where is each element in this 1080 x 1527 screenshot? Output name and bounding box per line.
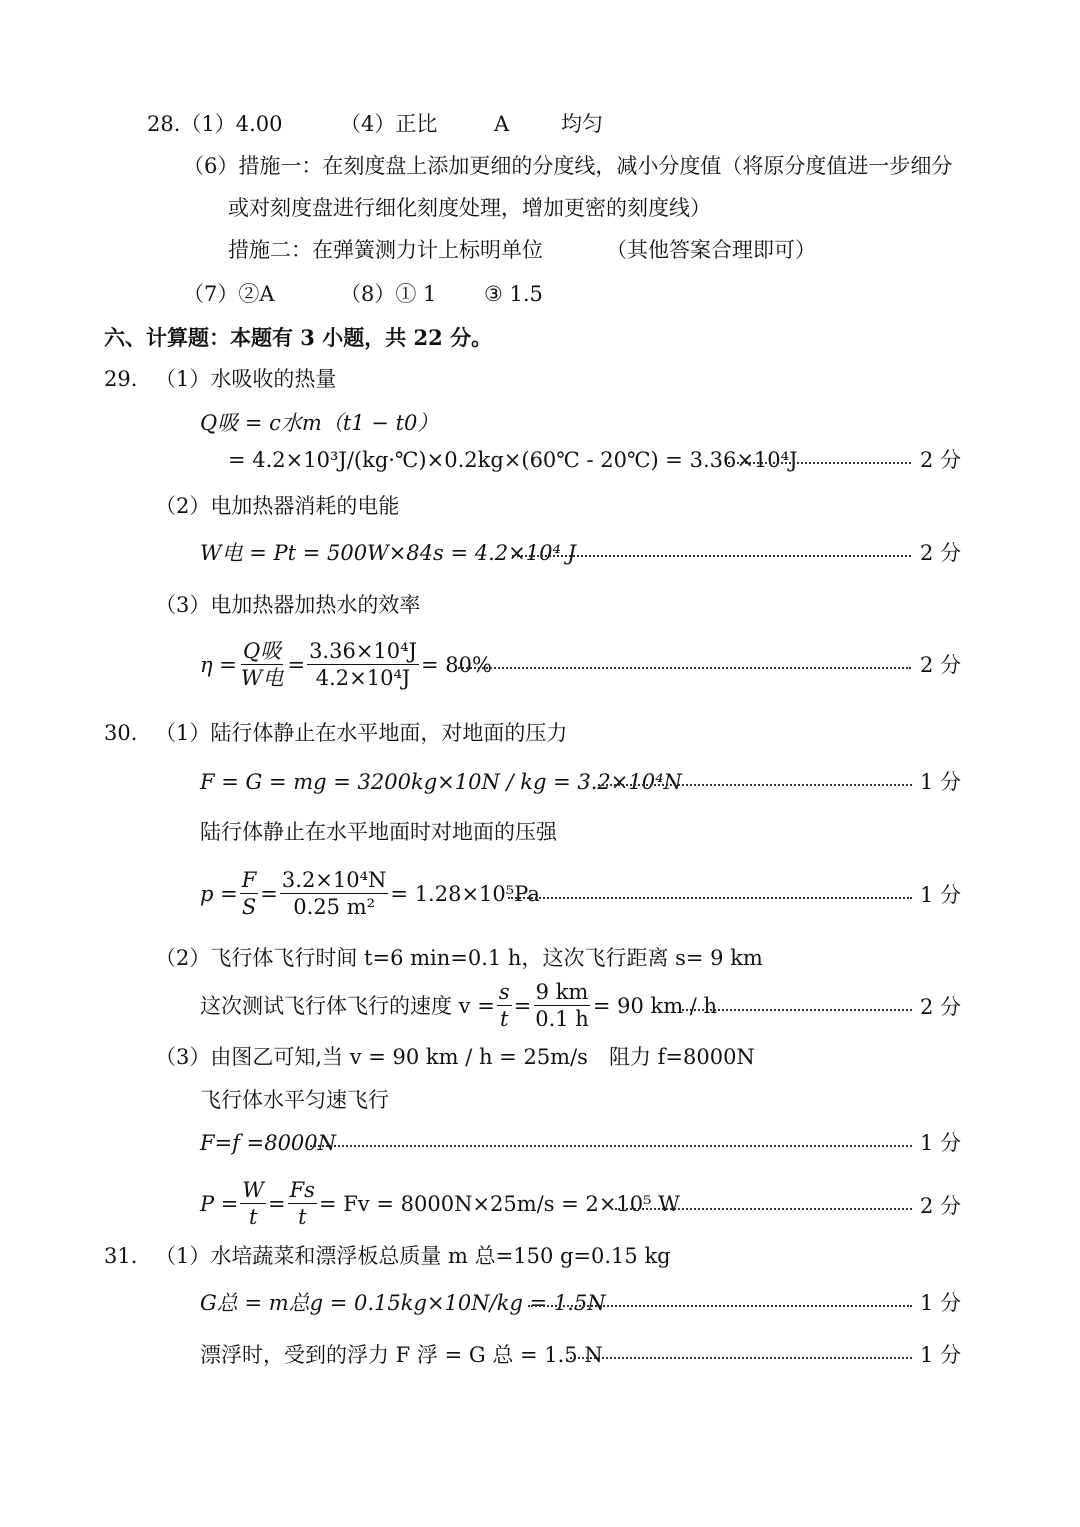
q30-part2-label: （2）飞行体飞行时间 t=6 min=0.1 h，这次飞行距离 s= 9 km: [155, 946, 763, 970]
fraction: [307, 641, 419, 689]
fraction: [240, 1180, 266, 1228]
q30-number: 30.: [104, 721, 138, 745]
equals-sign: =: [287, 652, 306, 677]
leader-dots: [570, 1357, 912, 1359]
leader-dots: [728, 462, 911, 464]
score-label: 2 分: [920, 995, 962, 1019]
fraction-denominator: W电: [240, 666, 284, 690]
section-heading: 六、计算题：本题有 3 小题，共 22 分。: [104, 325, 493, 350]
fraction: [240, 870, 259, 918]
formula-result: = 90 km / h: [592, 993, 718, 1018]
fraction-denominator: t: [499, 1007, 509, 1031]
q28-line1-part1: 28.（1）4.00: [147, 112, 283, 136]
q30-part3-label: （3）由图乙可知,当 v = 90 km / h = 25m/s 阻力 f=8000N: [155, 1045, 755, 1069]
formula-lhs: η =: [200, 652, 237, 677]
score-label: 1 分: [920, 1131, 962, 1155]
q28-line5-part1: （7）②A: [183, 282, 275, 306]
fraction-denominator: t: [248, 1205, 258, 1229]
q28-line3: 或对刻度盘进行细化刻度处理，增加更密的刻度线）: [228, 196, 711, 220]
fraction-numerator: W: [242, 1178, 264, 1202]
q28-line1-part4: 均匀: [561, 112, 603, 136]
q28-line5-part3: ③ 1.5: [484, 282, 543, 306]
leader-dots: [615, 1208, 912, 1210]
score-label: 1 分: [920, 770, 962, 794]
leader-dots: [598, 784, 912, 786]
q28-line4-part1: 措施二：在弹簧测力计上标明单位: [228, 238, 543, 262]
fraction-numerator: Q吸: [243, 639, 282, 663]
formula-result: = 80%: [420, 652, 492, 677]
equals-sign: =: [260, 881, 278, 906]
score-label: 1 分: [920, 883, 962, 907]
formula-lhs: p =: [200, 881, 238, 906]
leader-dots: [512, 555, 911, 557]
q30-formula1: F = G = mg = 3200kg×10N / kg = 3.2×10⁴N: [200, 770, 682, 794]
formula-result: = 1.28×10⁵Pa: [390, 881, 540, 906]
q28-line4-part2: （其他答案合理即可）: [606, 238, 816, 262]
equals-sign: =: [268, 1191, 286, 1216]
formula-lhs: P =: [200, 1191, 239, 1216]
q30-speed-formula: [200, 982, 717, 1030]
q30-pressure-formula: [200, 870, 540, 918]
fraction: [533, 982, 591, 1030]
equals-sign: =: [513, 993, 532, 1018]
fraction-numerator: Fs: [289, 1178, 315, 1202]
score-label: 1 分: [920, 1343, 962, 1367]
leader-dots: [528, 1305, 912, 1307]
leader-dots: [682, 1009, 912, 1011]
fraction-denominator: S: [241, 895, 257, 919]
q30-power-formula: [200, 1180, 680, 1228]
q30-formula4: F=f =8000N: [200, 1131, 337, 1155]
fraction-numerator: 3.2×10⁴N: [281, 868, 387, 892]
fraction: [497, 982, 512, 1030]
formula-lhs: 这次测试飞行体飞行的速度 v =: [200, 993, 495, 1018]
q30-part1-label: （1）陆行体静止在水平地面，对地面的压力: [155, 721, 568, 745]
fraction: [239, 641, 286, 689]
q31-formula2: 漂浮时，受到的浮力 F 浮 = G 总 = 1.5 N: [200, 1343, 603, 1367]
q28-line1-part3: A: [494, 112, 510, 136]
fraction-numerator: 3.36×10⁴J: [309, 639, 417, 663]
formula-result: = Fv = 8000N×25m/s = 2×10⁵ W: [318, 1191, 680, 1216]
fraction: [280, 870, 389, 918]
q30-part3-sub-label: 飞行体水平匀速飞行: [200, 1088, 389, 1112]
leader-dots: [310, 1145, 912, 1147]
q31-formula1: G总 = m总g = 0.15kg×10N/kg = 1.5N: [200, 1291, 606, 1315]
q28-line5-part2: （8）① 1: [340, 282, 437, 306]
fraction: [288, 1180, 317, 1228]
score-label: 2 分: [920, 653, 962, 677]
score-label: 2 分: [920, 1194, 962, 1218]
score-label: 1 分: [920, 1291, 962, 1315]
q29-formula1: Q吸 = c水m（t1 − t0）: [200, 411, 439, 435]
q28-line1-part2: （4）正比: [340, 112, 438, 136]
q29-formula3: W电 = Pt = 500W×84s = 4.2×10⁴ J: [200, 541, 576, 565]
q28-line2: （6）措施一：在刻度盘上添加更细的分度线，减小分度值（将原分度值进一步细分: [183, 154, 953, 178]
fraction-denominator: 4.2×10⁴J: [315, 666, 411, 690]
score-label: 2 分: [920, 448, 962, 472]
fraction-denominator: 0.1 h: [535, 1007, 589, 1031]
q31-number: 31.: [104, 1244, 138, 1268]
fraction-numerator: F: [241, 868, 257, 892]
q29-efficiency-formula: [200, 641, 492, 689]
fraction-numerator: 9 km: [535, 980, 589, 1004]
q29-part1-label: （1）水吸收的热量: [155, 367, 337, 391]
leader-dots: [508, 897, 912, 899]
leader-dots: [455, 667, 911, 669]
fraction-denominator: 0.25 m²: [293, 895, 376, 919]
q31-part1-label: （1）水培蔬菜和漂浮板总质量 m 总=150 g=0.15 kg: [155, 1244, 671, 1268]
q29-part2-label: （2）电加热器消耗的电能: [155, 494, 400, 518]
fraction-denominator: t: [298, 1205, 307, 1229]
q29-number: 29.: [104, 367, 138, 391]
q29-formula2: = 4.2×10³J/(kg·℃)×0.2kg×(60℃ - 20℃) = 3.36×10⁴J: [228, 448, 798, 472]
q29-part3-label: （3）电加热器加热水的效率: [155, 593, 421, 617]
fraction-numerator: s: [498, 980, 510, 1004]
q30-part1-sub-label: 陆行体静止在水平地面时对地面的压强: [200, 820, 557, 844]
score-label: 2 分: [920, 541, 962, 565]
